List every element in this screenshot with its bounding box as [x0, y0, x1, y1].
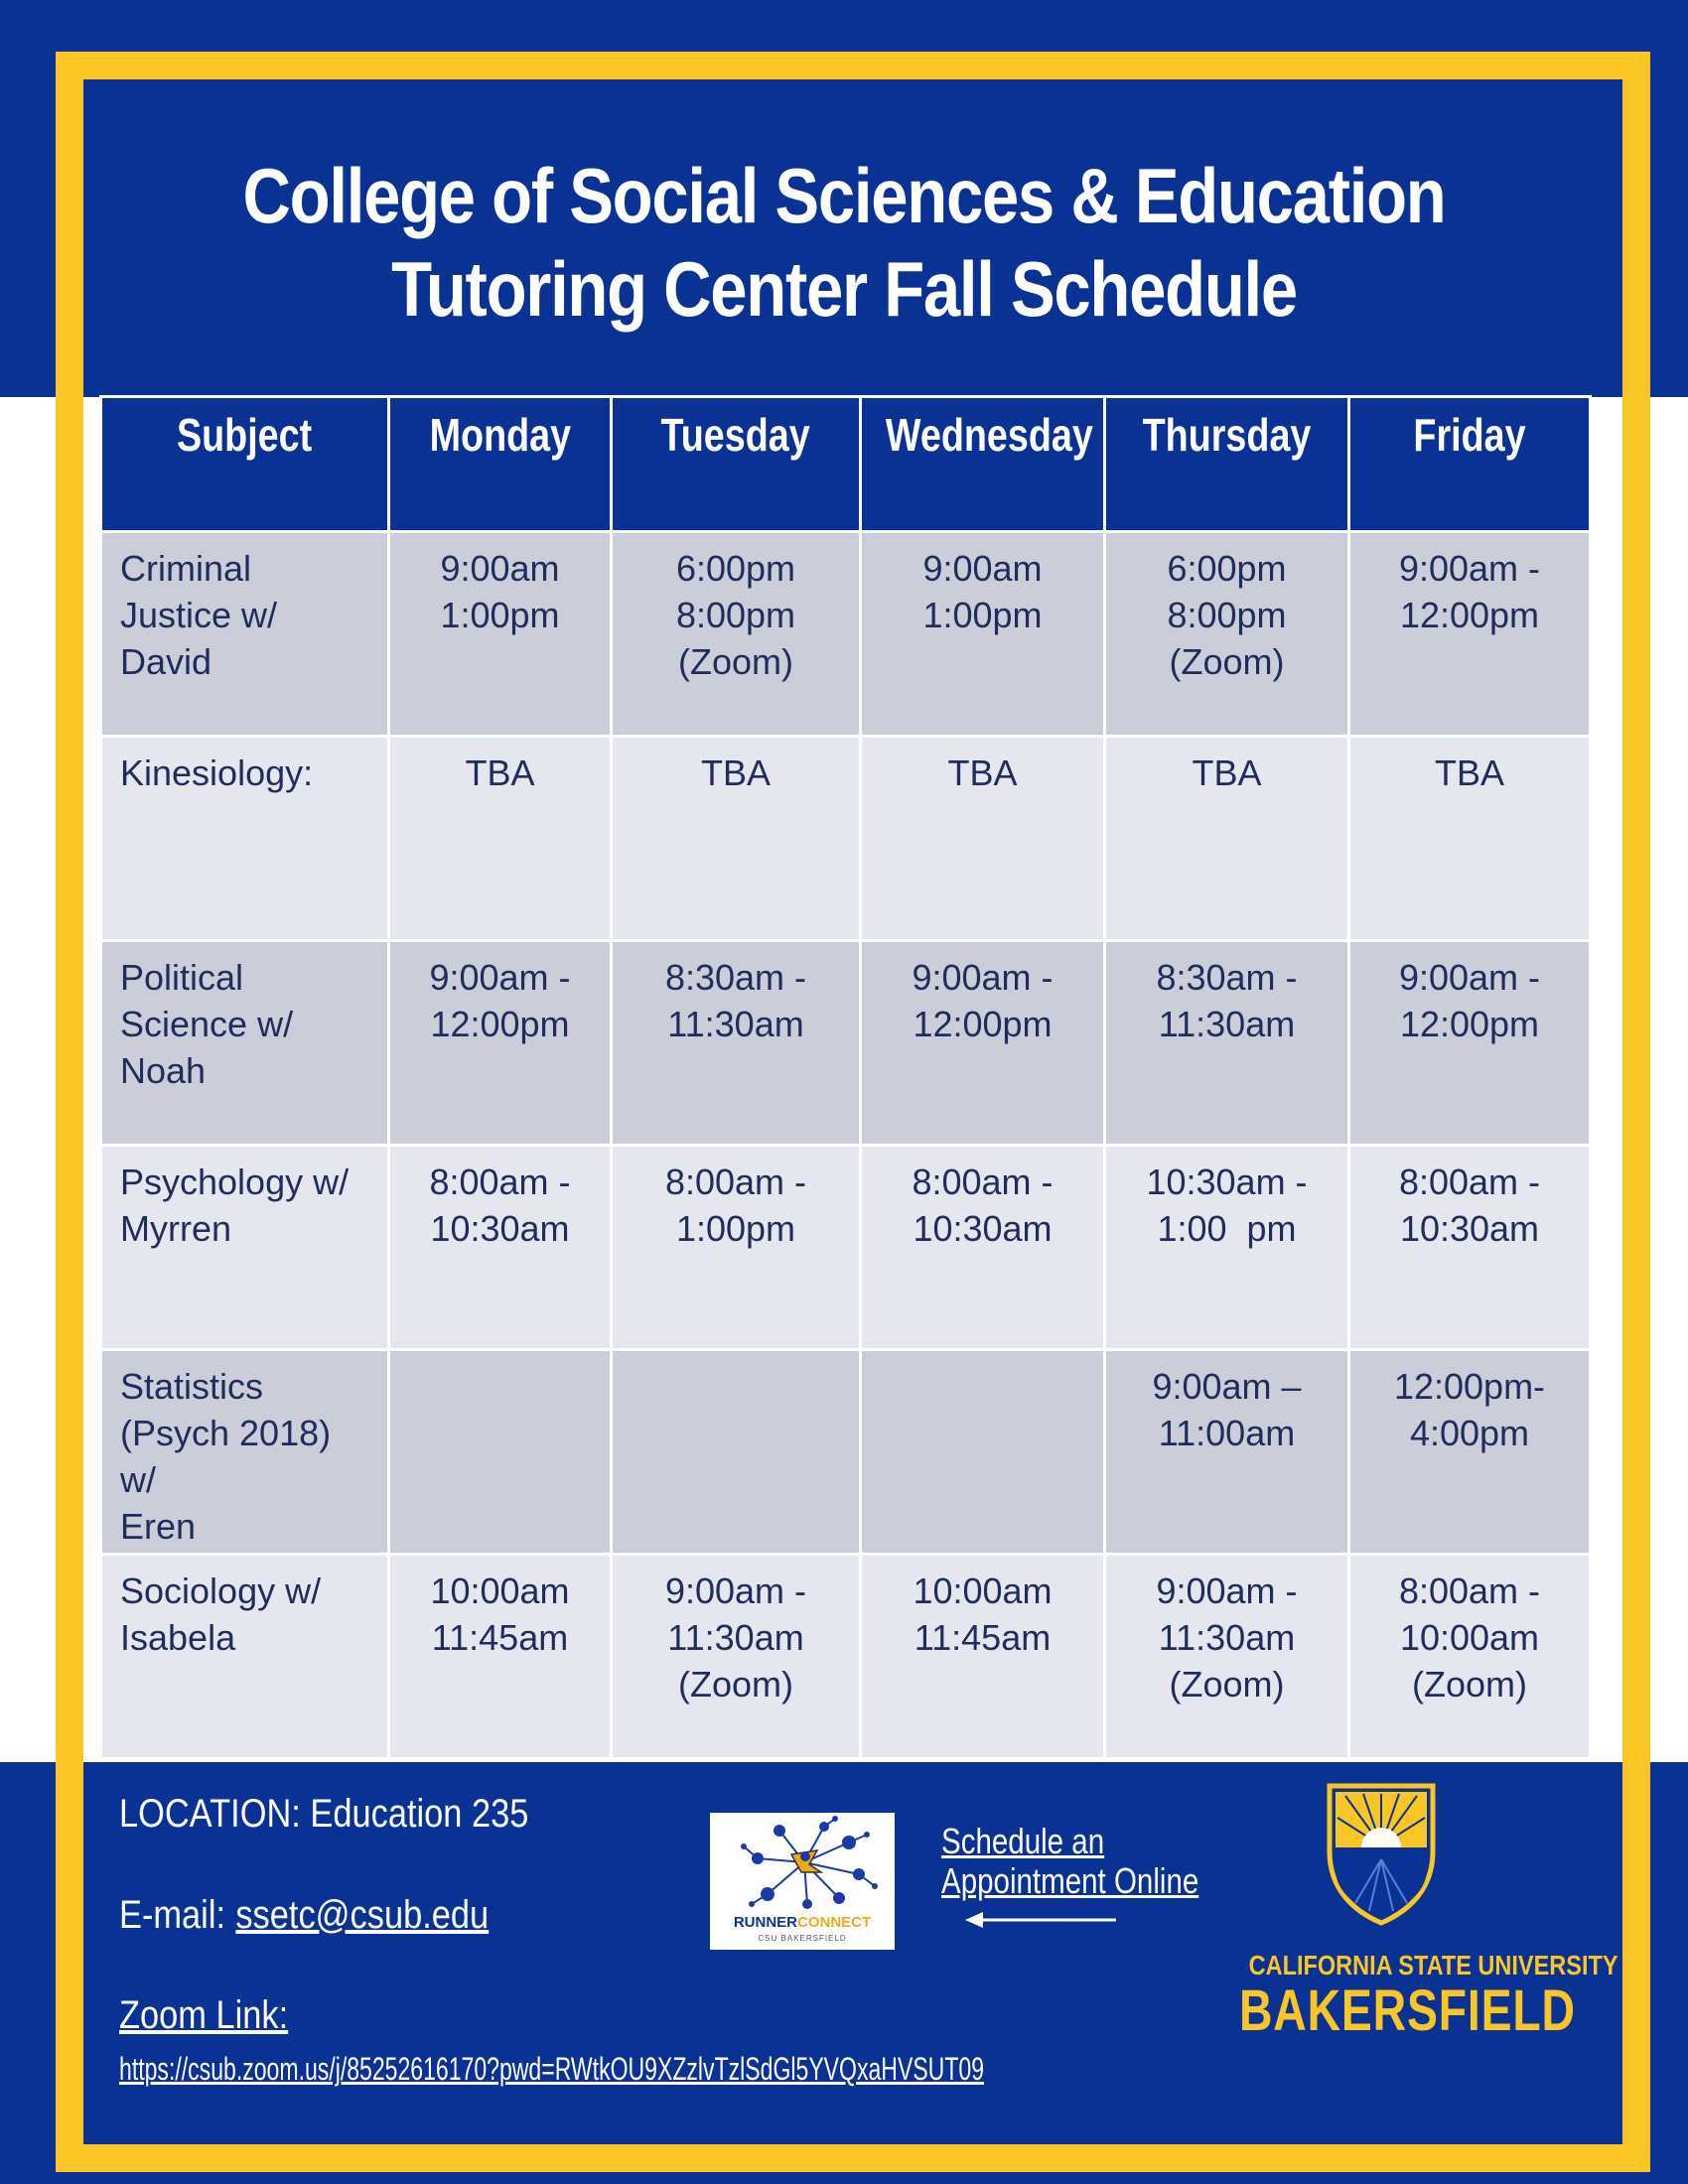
schedule-cell	[390, 1351, 610, 1553]
column-header-subject: Subject	[102, 398, 387, 530]
schedule-cell: 10:30am - 1:00 pm	[1106, 1147, 1347, 1348]
schedule-cell: 6:00pm 8:00pm (Zoom)	[613, 533, 859, 735]
subject-cell: Statistics (Psych 2018) w/ Eren	[102, 1351, 387, 1553]
table-row	[102, 533, 1589, 735]
schedule-cell: 8:00am - 1:00pm	[613, 1147, 859, 1348]
schedule-cell: 9:00am - 11:30am (Zoom)	[1106, 1556, 1347, 1757]
schedule-cell	[613, 1351, 859, 1553]
email-label: E-mail:	[119, 1893, 226, 1937]
university-city: BAKERSFIELD	[1239, 1979, 1576, 2043]
subject-cell: Sociology w/ Isabela	[102, 1556, 387, 1757]
table-row	[102, 1147, 1589, 1348]
schedule-appointment-link[interactable]: Schedule an Appointment Online	[941, 1821, 1199, 1901]
subject-cell: Kinesiology:	[102, 738, 387, 939]
schedule-cell: TBA	[862, 738, 1103, 939]
schedule-cell: 12:00pm- 4:00pm	[1350, 1351, 1589, 1553]
column-header-wednesday: Wednesday	[862, 398, 1103, 530]
subject-cell: Psychology w/ Myrren	[102, 1147, 387, 1348]
zoom-link[interactable]: https://csub.zoom.us/j/85252616170?pwd=RWtkOU9XZzlvTzlSdGl5YVQxaHVSUT09	[119, 2051, 985, 2087]
subject-cell: Criminal Justice w/ David	[102, 533, 387, 735]
university-name: CALIFORNIA STATE UNIVERSITY	[1248, 1950, 1618, 1980]
schedule-cell: 8:00am - 10:30am	[1350, 1147, 1589, 1348]
page-title	[190, 149, 1498, 336]
schedule-cell: 8:30am - 11:30am	[613, 942, 859, 1144]
schedule-cell: 9:00am - 12:00pm	[1350, 533, 1589, 735]
schedule-cell: 8:00am - 10:30am	[390, 1147, 610, 1348]
csub-shield-logo	[1326, 1782, 1437, 1929]
header-row	[102, 398, 1589, 530]
schedule-cell: 9:00am - 12:00pm	[862, 942, 1103, 1144]
table-row	[102, 1556, 1589, 1757]
schedule-cell: 9:00am 1:00pm	[862, 533, 1103, 735]
schedule-cell: 6:00pm 8:00pm (Zoom)	[1106, 533, 1347, 735]
schedule-cell: 8:00am - 10:00am (Zoom)	[1350, 1556, 1589, 1757]
table-row	[102, 1351, 1589, 1553]
email-link[interactable]: ssetc@csub.edu	[235, 1893, 490, 1937]
schedule-cell: 10:00am 11:45am	[862, 1556, 1103, 1757]
runnerconnect-logo[interactable]	[710, 1813, 895, 1950]
column-header-friday: Friday	[1350, 398, 1589, 530]
schedule-cell: 8:00am - 10:30am	[862, 1147, 1103, 1348]
network-icon	[710, 1813, 895, 1912]
schedule-table	[99, 395, 1592, 1760]
table-row	[102, 738, 1589, 939]
schedule-cell: 9:00am - 12:00pm	[1350, 942, 1589, 1144]
column-header-thursday: Thursday	[1106, 398, 1347, 530]
schedule-cell: TBA	[1106, 738, 1347, 939]
subject-cell: Political Science w/ Noah	[102, 942, 387, 1144]
column-header-tuesday: Tuesday	[613, 398, 859, 530]
runnerconnect-wordmark: RUNNERCONNECT	[733, 1914, 872, 1931]
schedule-cell: 9:00am - 12:00pm	[390, 942, 610, 1144]
schedule-cell: TBA	[390, 738, 610, 939]
schedule-cell: TBA	[1350, 738, 1589, 939]
title-line-2: Tutoring Center Fall Schedule	[391, 245, 1297, 333]
email-line	[119, 1893, 489, 1938]
schedule-cell: 10:00am 11:45am	[390, 1556, 610, 1757]
table-row	[102, 942, 1589, 1144]
left-arrow-icon	[965, 1910, 1120, 1930]
title-line-1: College of Social Sciences & Education	[242, 152, 1446, 239]
column-header-monday: Monday	[390, 398, 610, 530]
schedule-cell: 9:00am - 11:30am (Zoom)	[613, 1556, 859, 1757]
schedule-cell	[862, 1351, 1103, 1553]
location-text: LOCATION: Education 235	[119, 1792, 529, 1836]
schedule-cell: 9:00am – 11:00am	[1106, 1351, 1347, 1553]
schedule-cell: 8:30am - 11:30am	[1106, 942, 1347, 1144]
runnerconnect-subtitle: CSU BAKERSFIELD	[758, 1934, 847, 1943]
schedule-cell: TBA	[613, 738, 859, 939]
zoom-label: Zoom Link:	[119, 1993, 289, 2037]
schedule-cell: 9:00am 1:00pm	[390, 533, 610, 735]
